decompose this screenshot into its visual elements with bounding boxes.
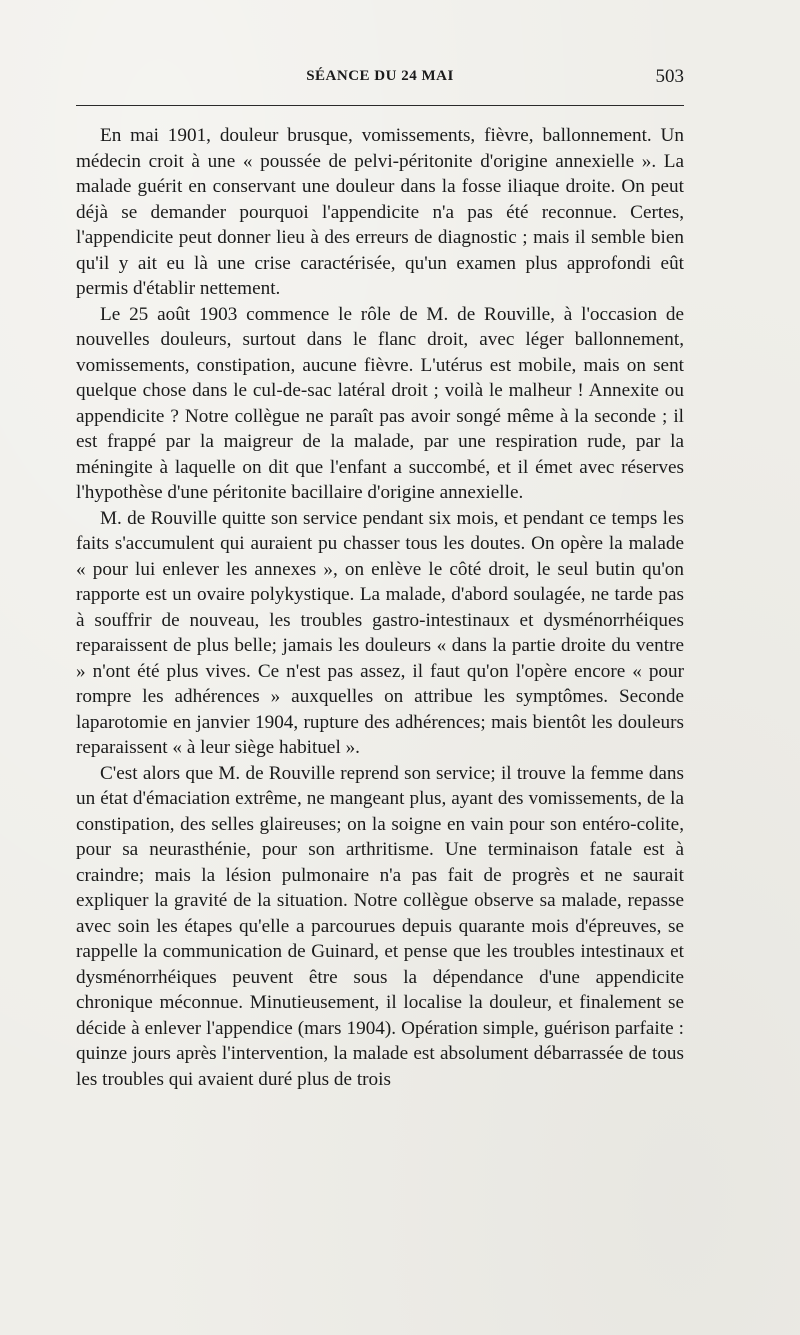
page-number: 503 xyxy=(655,66,684,87)
paragraph: C'est alors que M. de Rouville reprend son service; il trouve la femme dans un état d'émaciation extrême, ne mangeant plus, ayant des vomissements, de la constipation, des selles glaireuses; on la soigne en vain pour son entéro-colite, pour sa neurasthénie, pour son arthritisme. Une terminaison fatale est à craindre; mais la lésion pulmonaire n'a pas fait de progrès et ne saurait expliquer la gravité de la situation. Notre collègue observe sa malade, repasse avec soin les étapes qu'elle a parcourues depuis quarante mois d'épreuves, se rappelle la communication de Guinard, et pense que les troubles intestinaux et dysménorrhéiques peuvent être sous la dépendance d'une appendicite chronique méconnue. Minutieusement, il localise la douleur, et finalement se décide à enlever l'appendice (mars 1904). Opération simple, guérison parfaite : quinze jours après l'intervention, la malade est absolument débarrassée de tous les troubles qui avaient duré plus de trois xyxy=(76,762,684,1090)
running-title: SÉANCE DU 24 MAI xyxy=(306,68,454,84)
paragraph: M. de Rouville quitte son service pendant six mois, et pendant ce temps les faits s'accumulent qui auraient pu chasser tous les doutes. On opère la malade « pour lui enlever les annexes », on enlève le côté droit, le seul butin qu'on rapporte est un ovaire polykystique. La malade, d'abord soulagée, ne tarde pas à souffrir de nouveau, les troubles gastro-intestinaux et dysménorrhéiques reparaissent de plus belle; jamais les douleurs « dans la partie droite du ventre » n'ont été plus vives. Ce n'est pas assez, il faut qu'on l'opère encore « pour rompre les adhérences » auxquelles on attribue les symptômes. Seconde laparotomie en janvier 1904, rupture des adhérences; mais bientôt les douleurs reparaissent « à leur siège habituel ». xyxy=(76,507,684,758)
header-rule xyxy=(76,105,684,106)
body-text xyxy=(76,123,684,1092)
paragraph: Le 25 août 1903 commence le rôle de M. de Rouville, à l'occasion de nouvelles douleurs, surtout dans le flanc droit, avec léger ballonnement, vomissements, constipation, aucune fièvre. L'utérus est mobile, mais on sent quelque chose dans le cul-de-sac latéral droit ; voilà le malheur ! Annexite ou appendicite ? Notre collègue ne paraît pas avoir songé même à la seconde ; il est frappé par la maigreur de la malade, par une respiration rude, par la méningite à laquelle on dit que l'enfant a succombé, et il émet avec réserves l'hypothèse d'une péritonite bacillaire d'origine annexielle. xyxy=(76,303,684,503)
paragraph: En mai 1901, douleur brusque, vomissements, fièvre, ballonnement. Un médecin croit à une « poussée de pelvi-péritonite d'origine annexielle ». La malade guérit en conservant une douleur dans la fosse iliaque droite. On peut déjà se demander pourquoi l'appendicite n'a pas été reconnue. Certes, l'appendicite peut donner lieu à des erreurs de diagnostic ; mais il semble bien qu'il y ait eu là une crise caractérisée, qu'un examen plus approfondi eût permis d'établir nettement. xyxy=(76,125,684,299)
page-header xyxy=(76,64,684,94)
